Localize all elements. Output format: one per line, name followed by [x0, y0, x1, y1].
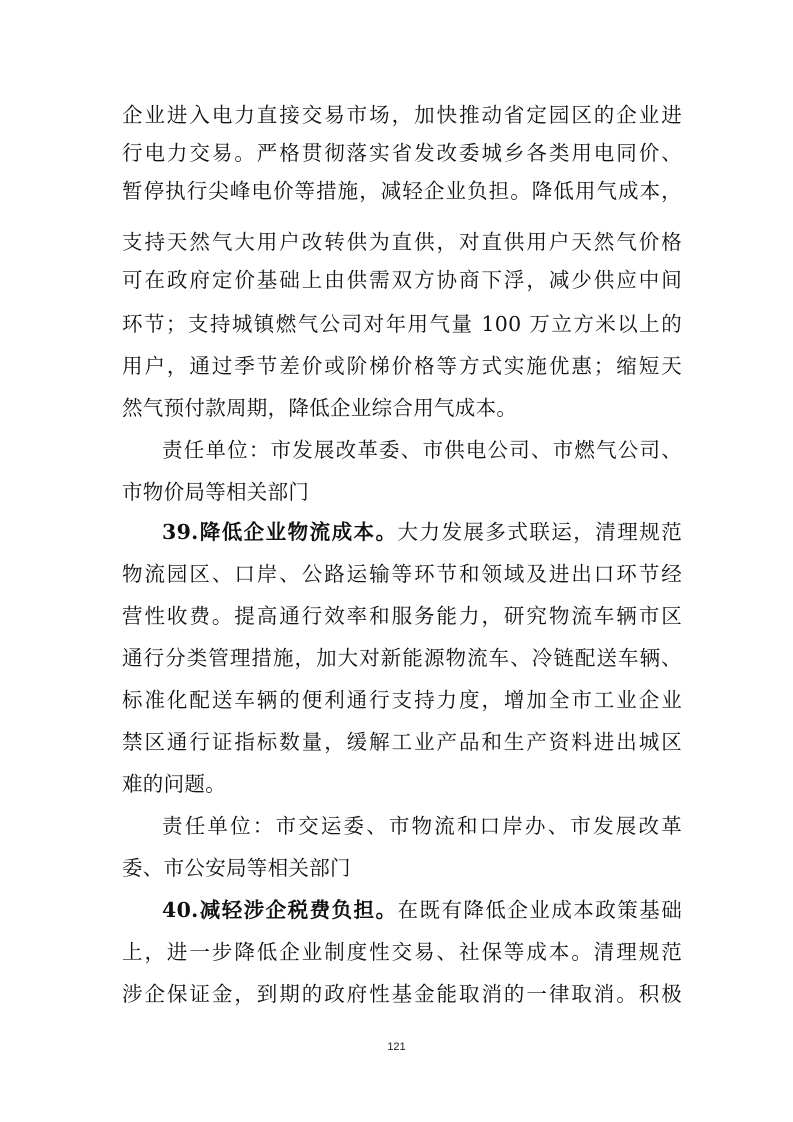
responsible-unit-line: 责任单位：市交运委、市物流和口岸办、市发展改革: [162, 814, 682, 838]
section-40-text: 在既有降低企业成本政策基础: [397, 898, 683, 922]
body-line: 企业进入电力直接交易市场，加快推动省定园区的企业进: [122, 103, 682, 127]
body-line: 涉企保证金，到期的政府性基金能取消的一律取消。积极: [122, 982, 682, 1006]
body-line: 环节；支持城镇燃气公司对年用气量 100 万立方米以上的: [122, 312, 682, 336]
responsible-unit-line: 委、市公安局等相关部门: [122, 856, 351, 880]
body-line: 难的问题。: [122, 772, 226, 796]
body-line: 通行分类管理措施，加大对新能源物流车、冷链配送车辆、: [122, 646, 682, 670]
section-39-first-line: [162, 513, 682, 551]
responsible-unit-line: 责任单位：市发展改革委、市供电公司、市燃气公司、: [162, 438, 682, 462]
body-line: 营性收费。提高通行效率和服务能力，研究物流车辆市区: [122, 604, 682, 628]
body-line: 上，进一步降低企业制度性交易、社保等成本。清理规范: [122, 940, 682, 964]
body-line: 支持天然气大用户改转供为直供，对直供用户天然气价格: [122, 230, 682, 254]
body-line: 行电力交易。严格贯彻落实省发改委城乡各类用电同价、: [122, 141, 682, 165]
section-39-text: 大力发展多式联运，清理规范: [397, 520, 683, 544]
body-line: 然气预付款周期，降低企业综合用气成本。: [122, 396, 518, 420]
body-line: 禁区通行证指标数量，缓解工业产品和生产资料进出城区: [122, 730, 682, 754]
body-line: 物流园区、口岸、公路运输等环节和领域及进出口环节经: [122, 562, 682, 586]
body-line: 暂停执行尖峰电价等措施，减轻企业负担。降低用气成本，: [122, 179, 682, 203]
responsible-unit-line: 市物价局等相关部门: [122, 480, 310, 504]
section-heading-39: 39.降低企业物流成本。: [162, 520, 398, 544]
section-40-first-line: [162, 891, 682, 929]
page-number: 121: [387, 1041, 406, 1053]
section-heading-40: 40.减轻涉企税费负担。: [162, 898, 398, 922]
body-line: 可在政府定价基础上由供需双方协商下浮，减少供应中间: [122, 268, 682, 292]
body-line: 标准化配送车辆的便利通行支持力度，增加全市工业企业: [122, 688, 682, 712]
body-line: 用户，通过季节差价或阶梯价格等方式实施优惠；缩短天: [122, 354, 682, 378]
